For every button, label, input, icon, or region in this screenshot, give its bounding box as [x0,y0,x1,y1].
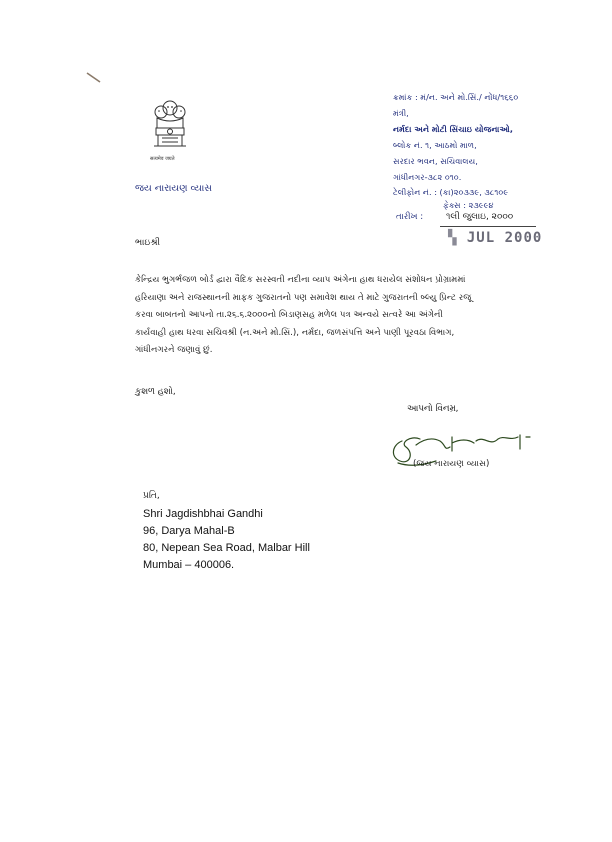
yours-sincerely: આપનો વિનમ્ર, [407,404,459,414]
reference-number: ક્રમાંક : મં/ન. અને મો.સિં./ નોંધ/૧૬૬૦ [393,92,519,102]
pencil-mark [86,72,102,84]
national-emblem-icon [148,98,192,152]
sender-name: જય નારાયણ વ્યાસ [135,183,212,194]
letterhead-line: મંત્રી, [393,108,409,118]
recipient-address-line: 80, Nepean Sea Road, Malbar Hill [143,542,310,554]
letter-body [135,272,595,360]
closing-line: કુશળ હશો, [135,387,176,397]
date-value: ૧લી જુલાઇ, ૨૦૦૦ [446,212,514,222]
salutation: ભાઇશ્રી [135,238,161,248]
recipient-address-line: Mumbai – 400006. [143,559,235,571]
body-line: કાર્યવાહી હાથ ધરવા સચિવશ્રી (ન.અને મો.સિં.), નર્મદા, જળસંપત્તિ અને પાણી પૂરવઠા વિભાગ, [135,327,455,338]
recipient-address-line: 96, Darya Mahal-B [143,525,235,537]
date-underline [440,226,536,227]
letterhead-line: બ્લોક નં. ૧, આઠમો માળ, [393,140,477,150]
received-date-stamp: ▚ JUL 2000 [448,230,543,246]
letterhead-line: ગાંધીનગર-૩૮૨ ૦૧૦. [393,172,462,182]
to-label: પ્રતિ, [143,491,160,501]
body-line: કરવા બાબતનો આપનો તા.૨૬.૬.૨૦૦૦નો બિડાણસહ મળેલ પત્ર અન્વયે સત્વરે આ અંગેની [135,310,443,320]
telephone-line: ટેલીફોન નં. : (કા)૨૦૩૩૯, ૩૮૧૦૯ [393,187,509,197]
fax-line: ફેક્સ : ૨૩૯૯૪ [443,200,494,210]
signatory-name: (જય નારાયણ વ્યાસ) [413,459,490,469]
body-line: હરિયાણા અને રાજસ્થાનની માફક ગુજરાતનો પણ સમાવેશ થાય તે માટે ગુજરાતની બ્લ્યુ પ્રિન્ટ રજૂ [135,292,472,303]
stamp-text: JUL 2000 [466,230,543,246]
letterhead-line: સરદાર ભવન, સચિવાલય, [393,156,478,166]
date-label: તારીખ : [396,212,424,222]
recipient-name: Shri Jagdishbhai Gandhi [143,508,263,520]
body-line: ગાંધીનગરને જણાવું છું. [135,345,213,355]
body-line: કેન્દ્રિય ભુગર્ભજળ બોર્ડ દ્વારા વૈદિક સરસ્વતી નદીના વ્યાપ અંગેના હાથ ધરાયેલ સંશોધન પ્રોગ્રામમાં [135,275,466,285]
department-name: નર્મદા અને મોટી સિંચાઇ યોજનાઓ, [393,124,513,134]
emblem-caption: सत्यमेव जयते [150,156,175,162]
